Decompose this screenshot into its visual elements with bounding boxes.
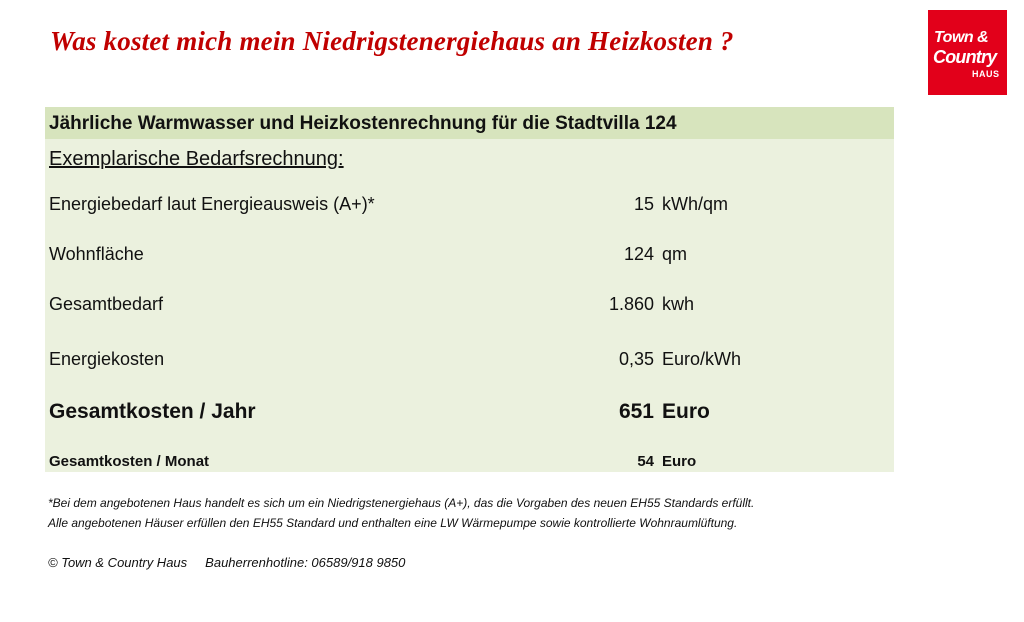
row-unit-energiekosten: Euro/kWh	[662, 349, 742, 369]
row-label-energiebedarf: Energiebedarf laut Energieausweis (A+)*	[49, 194, 375, 214]
row-unit-energiebedarf: kWh/qm	[662, 194, 729, 214]
row-value-energiekosten: 0,35	[618, 349, 654, 369]
row-value-wohnflaeche: 124	[623, 244, 654, 264]
logo-line-haus: HAUS	[972, 69, 1000, 79]
footnote-line-2: Alle angebotenen Häuser erfüllen den EH55 Standard und enthalten eine LW Wärmepumpe sowie kontrollierte Wohnraumlüftung.	[48, 516, 738, 530]
row-value-gesamtkosten-jahr: 651	[618, 400, 654, 423]
row-value-gesamtbedarf: 1.860	[608, 294, 654, 314]
panel-header	[45, 107, 894, 139]
panel-title: Jährliche Warmwasser und Heizkostenrechnung für die Stadtvilla 124	[49, 113, 677, 134]
logo-line-country: Country	[933, 47, 997, 67]
row-value-energiebedarf: 15	[633, 194, 654, 214]
footer	[48, 555, 405, 570]
cost-calculation-panel	[45, 107, 894, 472]
row-unit-gesamtbedarf: kwh	[662, 294, 695, 314]
town-country-logo	[928, 10, 1007, 95]
row-unit-wohnflaeche: qm	[662, 244, 688, 264]
row-label-gesamtkosten-jahr: Gesamtkosten / Jahr	[49, 400, 256, 423]
footer-copyright: © Town & Country Haus	[48, 555, 188, 570]
panel-subtitle: Exemplarische Bedarfsrechnung:	[49, 148, 344, 170]
footer-hotline: Bauherrenhotline: 06589/918 9850	[205, 555, 406, 570]
row-label-energiekosten: Energiekosten	[49, 349, 165, 369]
row-label-gesamtkosten-monat: Gesamtkosten / Monat	[49, 453, 210, 470]
row-label-wohnflaeche: Wohnfläche	[49, 244, 144, 264]
row-value-gesamtkosten-monat: 54	[637, 453, 654, 470]
row-unit-gesamtkosten-jahr: Euro	[662, 400, 710, 423]
logo-line-town: Town &	[934, 29, 989, 46]
page-headline: Was kostet mich mein Niedrigstenergiehaus an Heizkosten ?	[50, 26, 734, 56]
row-label-gesamtbedarf: Gesamtbedarf	[49, 294, 164, 314]
row-unit-gesamtkosten-monat: Euro	[662, 453, 697, 470]
footnote-line-1: *Bei dem angebotenen Haus handelt es sich um ein Niedrigstenergiehaus (A+), das die Vorgaben des neuen EH55 Standards erfüllt.	[48, 496, 755, 510]
